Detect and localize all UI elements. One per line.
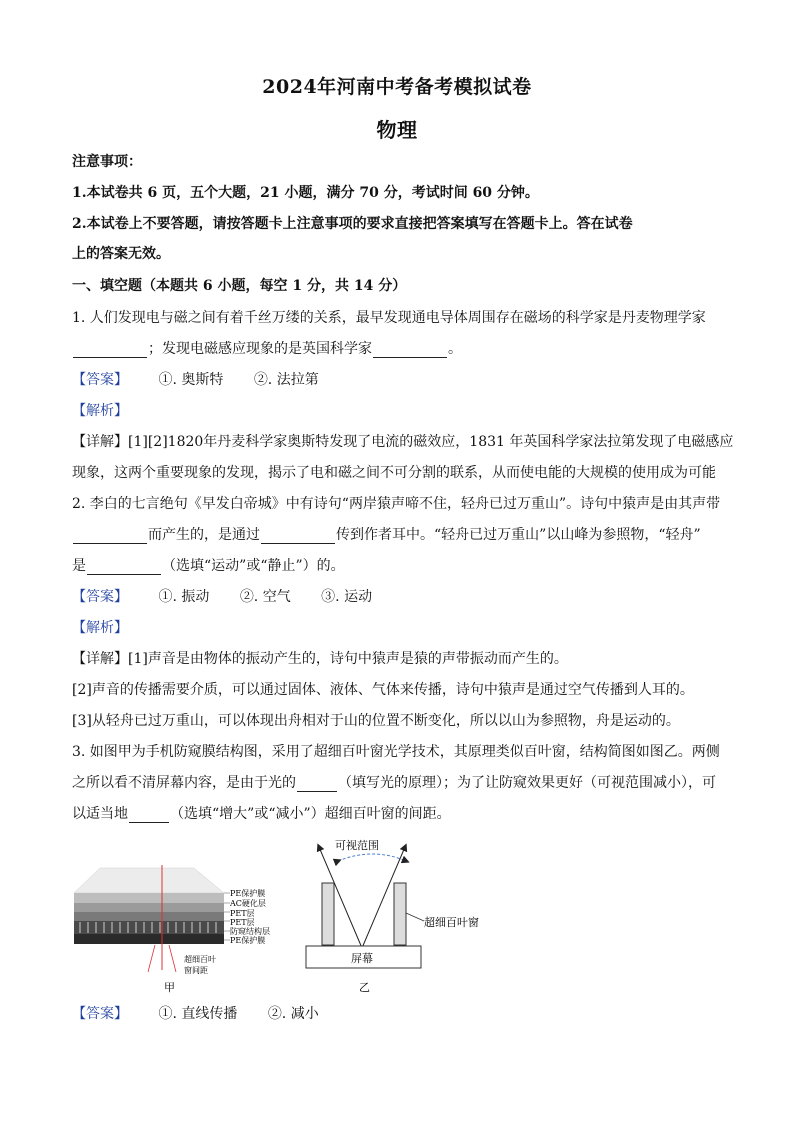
film-layer	[74, 893, 224, 903]
answer-blank	[129, 808, 169, 823]
answer-blank	[87, 560, 161, 575]
exam-title: 2024年河南中考备考模拟试卷	[262, 76, 532, 98]
light-ray	[169, 945, 176, 972]
range-label: 可视范围	[335, 839, 379, 852]
light-ray	[148, 945, 155, 972]
louver-label: 超细百叶窗	[424, 916, 479, 929]
q1-answer	[72, 369, 319, 389]
figure-caption-jia: 甲	[164, 981, 175, 994]
answer-item: ②. 法拉第	[253, 372, 319, 388]
notice-heading: 注意事项：	[72, 154, 142, 170]
notice-item-2: 2.本试卷上不要答题，请按答题卡上注意事项的要求直接把答案填写在答题卡上。答在试卷	[72, 216, 633, 232]
gap-label: 超细百叶	[184, 955, 216, 964]
answer-blank	[73, 343, 147, 358]
answer-blank	[261, 529, 335, 544]
q2-stem-line3: 是 （选填“运动”或“静止”）的。	[72, 558, 345, 574]
q2-detail-line2: [2]声音的传播需要介质，可以通过固体、液体、气体来传播，诗句中猿声是通过空气传播到人耳的。	[72, 682, 694, 698]
answer-blank	[73, 529, 147, 544]
q2-stem-line2: 而产生的，是通过 传到作者耳中。“轻舟已过万重山”以山峰为参照物，“轻舟”	[72, 524, 701, 544]
film-layer	[74, 934, 224, 944]
answer-item: ①. 直线传播	[158, 1006, 238, 1022]
answer-item: ①. 振动	[158, 589, 210, 605]
notice-item-2-cont: 上的答案无效。	[72, 246, 170, 262]
louver-left	[322, 883, 334, 945]
gap-label: 窗间距	[184, 966, 208, 975]
louver-right	[394, 883, 406, 945]
q2-detail-line3: [3]从轻舟已过万重山，可以体现出舟相对于山的位置不断变化，所以以山为参照物，舟是运动的。	[72, 713, 680, 729]
answer-item: ①. 奥斯特	[158, 372, 224, 388]
q2-answer	[72, 586, 372, 606]
q2-analysis-tag: 【解析】	[72, 620, 128, 636]
q3-stem-line1: 3. 如图甲为手机防窥膜结构图，采用了超细百叶窗光学技术，其原理类似百叶窗，结构简图如图乙。两侧	[72, 744, 720, 760]
answer-tag: 【答案】	[72, 589, 128, 605]
answer-item: ②. 减小	[267, 1006, 319, 1022]
layer-label: PE保护膜	[230, 936, 266, 945]
q2-detail-line1: 【详解】[1]声音是由物体的振动产生的，诗句中猿声是猿的声带振动而产生的。	[72, 651, 568, 667]
figure-jia-privacy-film	[72, 860, 312, 995]
answer-item: ②. 空气	[239, 589, 291, 605]
film-layer	[74, 912, 224, 921]
layer-label: PET层	[230, 918, 255, 927]
q1-stem-line2: ；发现电磁感应现象的是英国科学家 。	[72, 338, 462, 358]
figure-caption-yi: 乙	[359, 981, 370, 994]
q2-stem-line1: 2. 李白的七言绝句《早发白帝城》中有诗句“两岸猿声啼不住，轻舟已过万重山”。诗句中猿声是由其声带	[72, 496, 721, 512]
subject-title: 物理	[376, 118, 418, 142]
louver-leader-line	[406, 913, 424, 921]
film-layer	[74, 868, 224, 893]
film-layer	[74, 903, 224, 912]
layer-label: PET层	[230, 909, 255, 918]
answer-blank	[297, 777, 337, 792]
q1-stem-line1: 1. 人们发现电与磁之间有着千丝万缕的关系，最早发现通电导体周围存在磁场的科学家是丹麦物理学家	[72, 310, 706, 326]
q1-detail-line1: 【详解】[1][2]1820年丹麦科学家奥斯特发现了电流的磁效应，1831 年英国科学家法拉第发现了电磁感应	[72, 434, 734, 450]
q1-detail-line2: 现象，这两个重要现象的发现，揭示了电和磁之间不可分割的联系，从而使电能的大规模的使用成为可能	[72, 465, 716, 481]
answer-blank	[373, 343, 447, 358]
range-arc	[338, 854, 406, 861]
q3-stem-line2: 之所以看不清屏幕内容，是由于光的 （填写光的原理）；为了让防窥效果更好（可视范围减小），可	[72, 775, 716, 791]
layer-label: 防窥结构层	[230, 927, 270, 936]
q1-analysis-tag: 【解析】	[72, 403, 128, 419]
figure-yi-louver-diagram	[300, 833, 500, 998]
section-heading: 一、填空题（本题共 6 小题，每空 1 分，共 14 分）	[72, 278, 407, 294]
screen-label: 屏幕	[351, 952, 373, 965]
q3-stem-line3: 以适当地 （选填“增大”或“减小”）超细百叶窗的间距。	[72, 806, 451, 822]
answer-tag: 【答案】	[72, 372, 128, 388]
layer-label: PE保护膜	[230, 889, 266, 898]
answer-tag: 【答案】	[72, 1006, 128, 1022]
layer-label: AC硬化层	[230, 899, 266, 908]
answer-item: ③. 运动	[321, 589, 373, 605]
notice-item-1: 1.本试卷共 6 页，五个大题，21 小题，满分 70 分，考试时间 60 分钟。	[72, 185, 539, 201]
q3-answer	[72, 1003, 319, 1023]
